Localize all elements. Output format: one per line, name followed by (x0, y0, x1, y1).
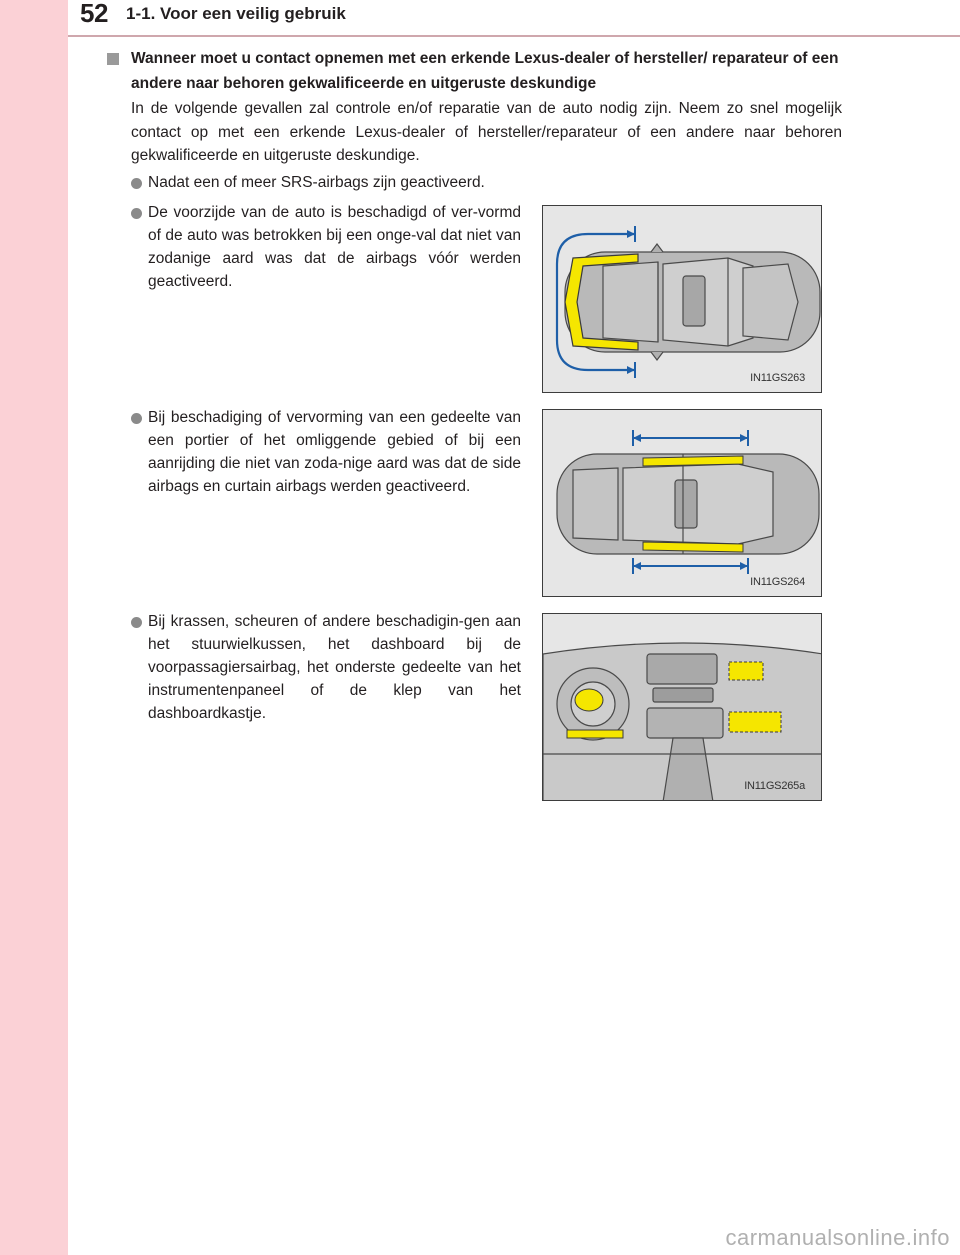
list-item-text: Bij beschadiging of vervorming van een gedeelte van een portier of het omliggende gebied of bij een aanrijding die niet van zoda-nige aard was dat de side airbags en curtain airbags werden geactiveerd. (148, 409, 521, 495)
intro-paragraph: In de volgende gevallen zal controle en/of reparatie van de auto nodig zijn. Neem zo snel mogelijk contact op met een erkende Lexus-dealer of hersteller/reparateur of een andere naar behoren gekwalificeerde en uitgeruste deskundige. (131, 100, 842, 164)
car-top-view-front-illustration (543, 206, 822, 393)
passenger-airbag-highlight (729, 662, 763, 680)
figure-code: IN11GS263 (750, 372, 805, 384)
subsection-heading (107, 46, 847, 96)
watermark: carmanualsonline.info (725, 1225, 950, 1250)
figure-side-airbag-zone (542, 409, 822, 597)
bullet-dot-icon (131, 413, 142, 424)
car-top-view-side-illustration (543, 410, 822, 597)
figure-code: IN11GS265a (744, 780, 805, 792)
right-side-highlight (643, 542, 743, 552)
header-rule (68, 35, 960, 37)
list-item (131, 201, 521, 293)
lower-panel-highlight (567, 730, 623, 738)
list-item (131, 406, 521, 498)
steering-wheel-airbag-highlight (575, 689, 603, 711)
page-number: 52 (80, 0, 108, 28)
figure-dashboard-airbag-locations (542, 613, 822, 801)
left-side-highlight (643, 456, 743, 466)
section-title: 1-1. Voor een veilig gebruik (126, 4, 346, 23)
bullet-dot-icon (131, 617, 142, 628)
arrow-head-icon (633, 434, 641, 442)
heading-text: Wanneer moet u contact opnemen met een erkende Lexus-dealer of hersteller/ reparateur of een andere naar behoren gekwalificeerde en uitgeruste deskundige (131, 50, 839, 92)
side-margin-strip (0, 0, 68, 1255)
list-item (131, 171, 551, 194)
dashboard-illustration (543, 614, 822, 801)
list-item-text: Nadat een of meer SRS-airbags zijn geactiveerd. (148, 174, 485, 191)
figure-front-airbag-zone (542, 205, 822, 393)
list-item (131, 610, 521, 725)
list-item-text: De voorzijde van de auto is beschadigd of ver-vormd of de auto was betrokken bij een onge-val dat niet van zodanige aard was dat de airbags vóór werden geactiveerd. (148, 204, 521, 290)
bullet-dot-icon (131, 208, 142, 219)
figure-code: IN11GS264 (750, 576, 805, 588)
square-bullet-icon (107, 53, 119, 65)
glovebox-highlight (729, 712, 781, 732)
list-item-text: Bij krassen, scheuren of andere beschadigin-gen aan het stuurwielkussen, het dashboard bij de voorpassagiersairbag, het onderste gedeelte van het instrumentenpaneel of de klep van het dashboardkastje. (148, 613, 521, 722)
bullet-dot-icon (131, 178, 142, 189)
